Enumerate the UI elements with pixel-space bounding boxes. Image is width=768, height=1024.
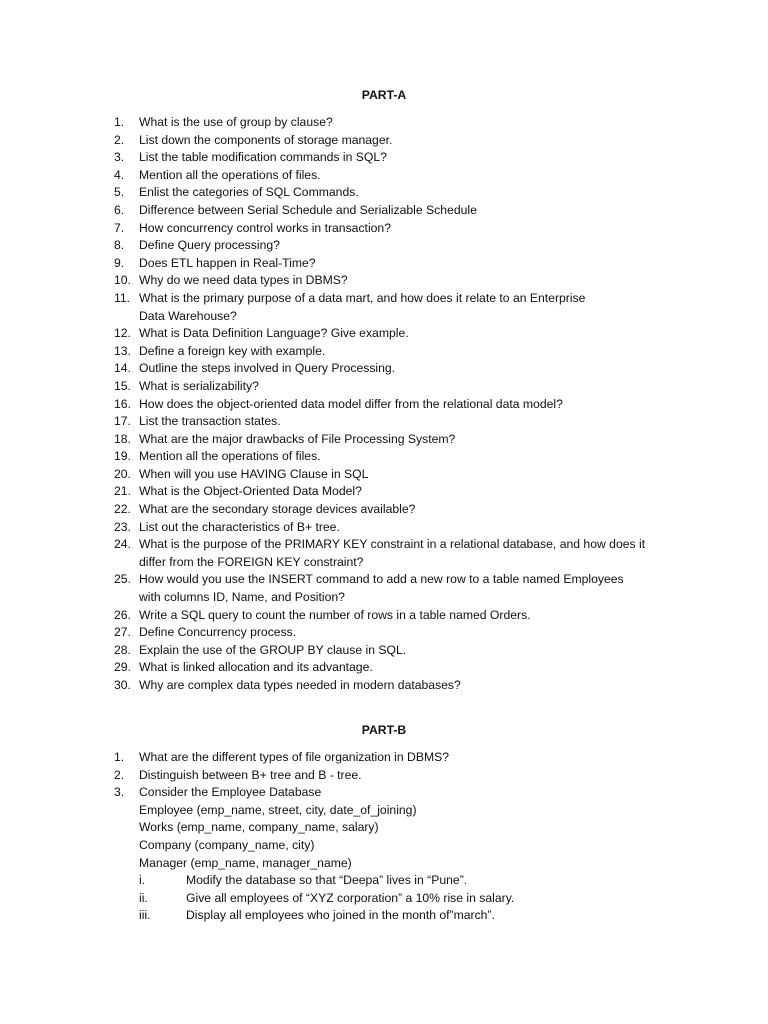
question-text: List the table modification commands in SQL? xyxy=(139,150,387,165)
question-item xyxy=(114,677,694,695)
question-number: 18. xyxy=(114,431,131,446)
subpart-number: ii. xyxy=(139,890,148,905)
question-item xyxy=(114,360,694,378)
question-number: 4. xyxy=(114,167,125,182)
question-number: 1. xyxy=(114,750,125,764)
question-text: What is the use of group by clause? xyxy=(139,115,333,129)
question-text: Why are complex data types needed in modern databases? xyxy=(139,678,461,692)
question-text: Difference between Serial Schedule and Serializable Schedule xyxy=(139,202,477,217)
question-number: 28. xyxy=(114,642,131,657)
question-text: Why do we need data types in DBMS? xyxy=(139,273,348,288)
schema-line: Employee (emp_name, street, city, date_of_joining) xyxy=(139,802,417,817)
question-number: 29. xyxy=(114,660,131,675)
question-number: 16. xyxy=(114,396,131,411)
subpart-number: i. xyxy=(139,873,146,888)
question-number: 5. xyxy=(114,185,125,200)
question-item xyxy=(114,466,694,484)
question-number: 3. xyxy=(114,150,125,165)
question-text: What is linked allocation and its advantage. xyxy=(139,660,373,675)
subpart-item xyxy=(114,907,694,925)
question-text: What is the purpose of the PRIMARY KEY constraint in a relational database, and how does it differ from the FOREIGN KEY constraint? xyxy=(139,537,646,569)
question-text: What is serializability? xyxy=(139,378,259,393)
question-item xyxy=(114,642,694,660)
question-text: Explain the use of the GROUP BY clause in SQL. xyxy=(139,642,407,657)
question-number: 26. xyxy=(114,607,131,622)
question-number: 13. xyxy=(114,343,131,358)
question-text: When will you use HAVING Clause in SQL xyxy=(139,466,369,481)
question-item xyxy=(114,749,694,767)
question-number: 6. xyxy=(114,202,125,217)
question-number: 14. xyxy=(114,361,131,376)
question-number: 25. xyxy=(114,572,131,587)
question-item xyxy=(114,767,694,785)
question-number: 3. xyxy=(114,785,125,800)
question-number: 1. xyxy=(114,115,125,129)
question-text: Does ETL happen in Real-Time? xyxy=(139,255,316,270)
question-text: How concurrency control works in transaction? xyxy=(139,220,391,235)
question-text: What are the major drawbacks of File Processing System? xyxy=(139,431,456,446)
question-item xyxy=(114,448,694,466)
question-text: List down the components of storage manager. xyxy=(139,132,393,147)
question-item xyxy=(114,659,694,677)
question-item xyxy=(114,431,694,449)
question-item xyxy=(114,255,694,273)
question-item xyxy=(114,571,694,606)
question-text: List the transaction states. xyxy=(139,414,281,429)
question-number: 15. xyxy=(114,378,131,393)
question-number: 9. xyxy=(114,255,125,270)
question-number: 10. xyxy=(114,273,131,288)
question-item xyxy=(114,272,694,290)
question-text: Enlist the categories of SQL Commands. xyxy=(139,185,359,200)
question-text: Define a foreign key with example. xyxy=(139,343,326,358)
question-text: Consider the Employee Database xyxy=(139,785,322,800)
question-item xyxy=(114,413,694,431)
question-text: Define Query processing? xyxy=(139,238,280,253)
question-text: How would you use the INSERT command to add a new row to a table named Employees with columns ID, Name, and Position? xyxy=(139,572,624,605)
question-text: Outline the steps involved in Query Processing. xyxy=(139,361,396,376)
question-item xyxy=(114,237,694,255)
question-item xyxy=(114,167,694,185)
question-item xyxy=(114,624,694,642)
question-item xyxy=(114,343,694,361)
question-text: Mention all the operations of files. xyxy=(139,167,321,182)
question-item xyxy=(114,536,694,571)
part-a-question-list xyxy=(114,114,694,695)
question-item xyxy=(114,378,694,396)
subpart-text: Give all employees of “XYZ corporation” a 10% rise in salary. xyxy=(186,890,515,905)
question-number: 17. xyxy=(114,414,131,429)
question-text: What are the different types of file organization in DBMS? xyxy=(139,750,450,764)
question-item xyxy=(114,396,694,414)
question-text: Define Concurrency process. xyxy=(139,625,297,640)
question-number: 8. xyxy=(114,238,125,253)
question-text: Write a SQL query to count the number of rows in a table named Orders. xyxy=(139,607,531,622)
subpart-item xyxy=(114,890,694,908)
schema-line: Works (emp_name, company_name, salary) xyxy=(139,820,379,835)
part-a-title: PART-A xyxy=(361,88,407,102)
question-item xyxy=(114,607,694,625)
question-item xyxy=(114,149,694,167)
question-number: 30. xyxy=(114,678,131,692)
question-item xyxy=(114,290,694,325)
question-item xyxy=(114,184,694,202)
question-number: 2. xyxy=(114,132,125,147)
question-item xyxy=(114,202,694,220)
question-text: List out the characteristics of B+ tree. xyxy=(139,519,340,534)
question-text: What are the secondary storage devices available? xyxy=(139,502,416,517)
question-number: 12. xyxy=(114,326,131,341)
question-number: 23. xyxy=(114,519,131,534)
question-number: 27. xyxy=(114,625,131,640)
question-item xyxy=(114,114,694,132)
question-number: 20. xyxy=(114,466,131,481)
question-text: Distinguish between B+ tree and B - tree. xyxy=(139,767,362,782)
question-item xyxy=(114,220,694,238)
schema-line: Company (company_name, city) xyxy=(139,837,315,852)
question-item xyxy=(114,483,694,501)
question-item xyxy=(114,519,694,537)
subpart-text: Modify the database so that “Deepa” lives in “Pune”. xyxy=(186,873,468,888)
question-text: How does the object-oriented data model differ from the relational data model? xyxy=(139,396,563,411)
question-text: What is Data Definition Language? Give example. xyxy=(139,326,409,341)
schema-line: Manager (emp_name, manager_name) xyxy=(139,855,352,870)
question-number: 11. xyxy=(114,290,131,305)
subpart-text: Display all employees who joined in the month of”march”. xyxy=(186,908,495,923)
question-item xyxy=(114,501,694,519)
question-number: 24. xyxy=(114,537,131,552)
question-number: 7. xyxy=(114,220,125,235)
part-b-title: PART-B xyxy=(361,723,407,737)
subpart-number: iii. xyxy=(139,908,151,923)
question-text: What is the Object-Oriented Data Model? xyxy=(139,484,362,499)
question-item xyxy=(114,132,694,150)
question-number: 19. xyxy=(114,449,131,464)
subpart-item xyxy=(114,872,694,890)
question-number: 21. xyxy=(114,484,131,499)
question-item xyxy=(114,784,694,802)
question-text: Mention all the operations of files. xyxy=(139,449,321,464)
question-number: 2. xyxy=(114,767,125,782)
question-item xyxy=(114,325,694,343)
part-b-question-list xyxy=(114,749,694,925)
question-text: What is the primary purpose of a data mart, and how does it relate to an Enterprise Data Warehouse? xyxy=(139,290,586,323)
question-number: 22. xyxy=(114,502,131,517)
